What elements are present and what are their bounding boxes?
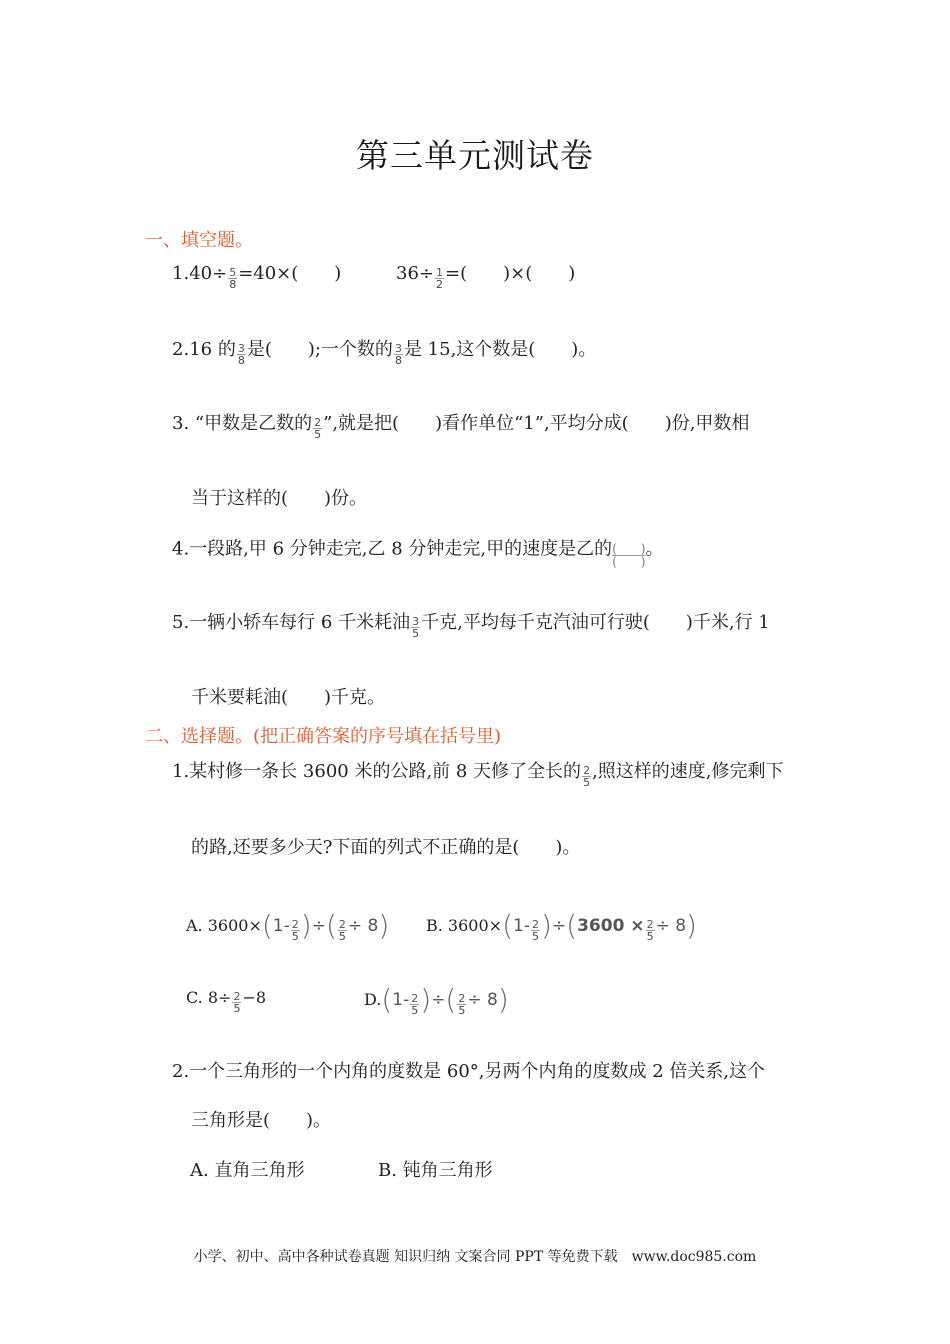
choice-question-2: 2.一个三角形的一个内角的度数是 60°,另两个内角的度数成 2 倍关系,这个	[172, 1061, 766, 1082]
option-b-expression: (1- $\frac{2}{5}$ )÷(3600 × $\frac{2}{5}$ ÷ 8)	[502, 909, 697, 943]
fraction: $\frac{2}{5}$	[583, 763, 591, 789]
fraction: $\frac{3}{8}$	[394, 341, 402, 367]
question-5: 5.一辆小轿车每行 6 千米耗油 $\frac{3}{5}$ 千克,平均每千克汽油可行驶( )千米,行 1	[172, 612, 770, 640]
section-heading-fill-blank: 一、填空题。	[145, 230, 253, 251]
option-d: D.(1- $\frac{2}{5}$ )÷( $\frac{2}{5}$ ÷ 8)	[364, 983, 509, 1017]
choice-question-1: 1.某村修一条长 3600 米的公路,前 8 天修了全长的 $\frac{2}{5}$ ,照这样的速度,修完剩下	[172, 761, 784, 789]
question-1-part-2: 36÷ $\frac{1}{2}$ =( )×( )	[396, 263, 576, 291]
option-c: C. 8÷ $\frac{2}{5}$ −8	[186, 988, 267, 1015]
section-heading-choice: 二、选择题。(把正确答案的序号填在括号里)	[145, 726, 502, 747]
question-3-line-2: 当于这样的( )份。	[191, 488, 368, 509]
choice-2-option-b: B. 钝角三角形	[378, 1160, 493, 1181]
question-2: 2.16 的 $\frac{3}{8}$ 是( );一个数的 $\frac{3}{8}$ 是 15,这个数是( )。	[172, 339, 597, 367]
fraction: $\frac{5}{8}$	[229, 265, 237, 291]
choice-2-option-a: A. 直角三角形	[190, 1160, 305, 1181]
blank-fraction: ( ) ( )	[612, 542, 646, 569]
footer-text: 小学、初中、高中各种试卷真题 知识归纳 文案合同 PPT 等免费下载 www.doc985.com	[193, 1249, 757, 1265]
fraction: $\frac{1}{2}$	[436, 265, 443, 291]
fraction: $\frac{3}{5}$	[412, 614, 420, 640]
option-a: A. 3600×(1- $\frac{2}{5}$ )÷( $\frac{2}{5}$ ÷ 8)	[186, 909, 390, 943]
fraction: $\frac{2}{5}$	[314, 415, 322, 441]
question-1: 1.40÷ $\frac{5}{8}$ =40×( )	[172, 263, 342, 291]
option-b: B. 3600×(1- $\frac{2}{5}$ )÷(3600 × $\frac{2}{5}$ ÷ 8)	[426, 909, 697, 943]
question-4: 4.一段路,甲 6 分钟走完,乙 8 分钟走完,甲的速度是乙的 ( ) ( ) 。	[172, 538, 664, 569]
fraction: $\frac{3}{8}$	[237, 341, 245, 367]
question-5-line-2: 千米要耗油( )千克。	[191, 687, 386, 708]
option-d-expression: (1- $\frac{2}{5}$ )÷( $\frac{2}{5}$ ÷ 8)	[381, 983, 509, 1017]
choice-question-1-line-2: 的路,还要多少天?下面的列式不正确的是( )。	[191, 837, 581, 858]
choice-question-2-line-2: 三角形是( )。	[191, 1110, 332, 1131]
question-3: 3. “甲数是乙数的 $\frac{2}{5}$ ”,就是把( )看作单位“1”,平均分成( )份,甲数相	[172, 413, 750, 441]
option-a-expression: (1- $\frac{2}{5}$ )÷( $\frac{2}{5}$ ÷ 8)	[261, 909, 390, 943]
page-title: 第三单元测试卷	[356, 136, 594, 175]
